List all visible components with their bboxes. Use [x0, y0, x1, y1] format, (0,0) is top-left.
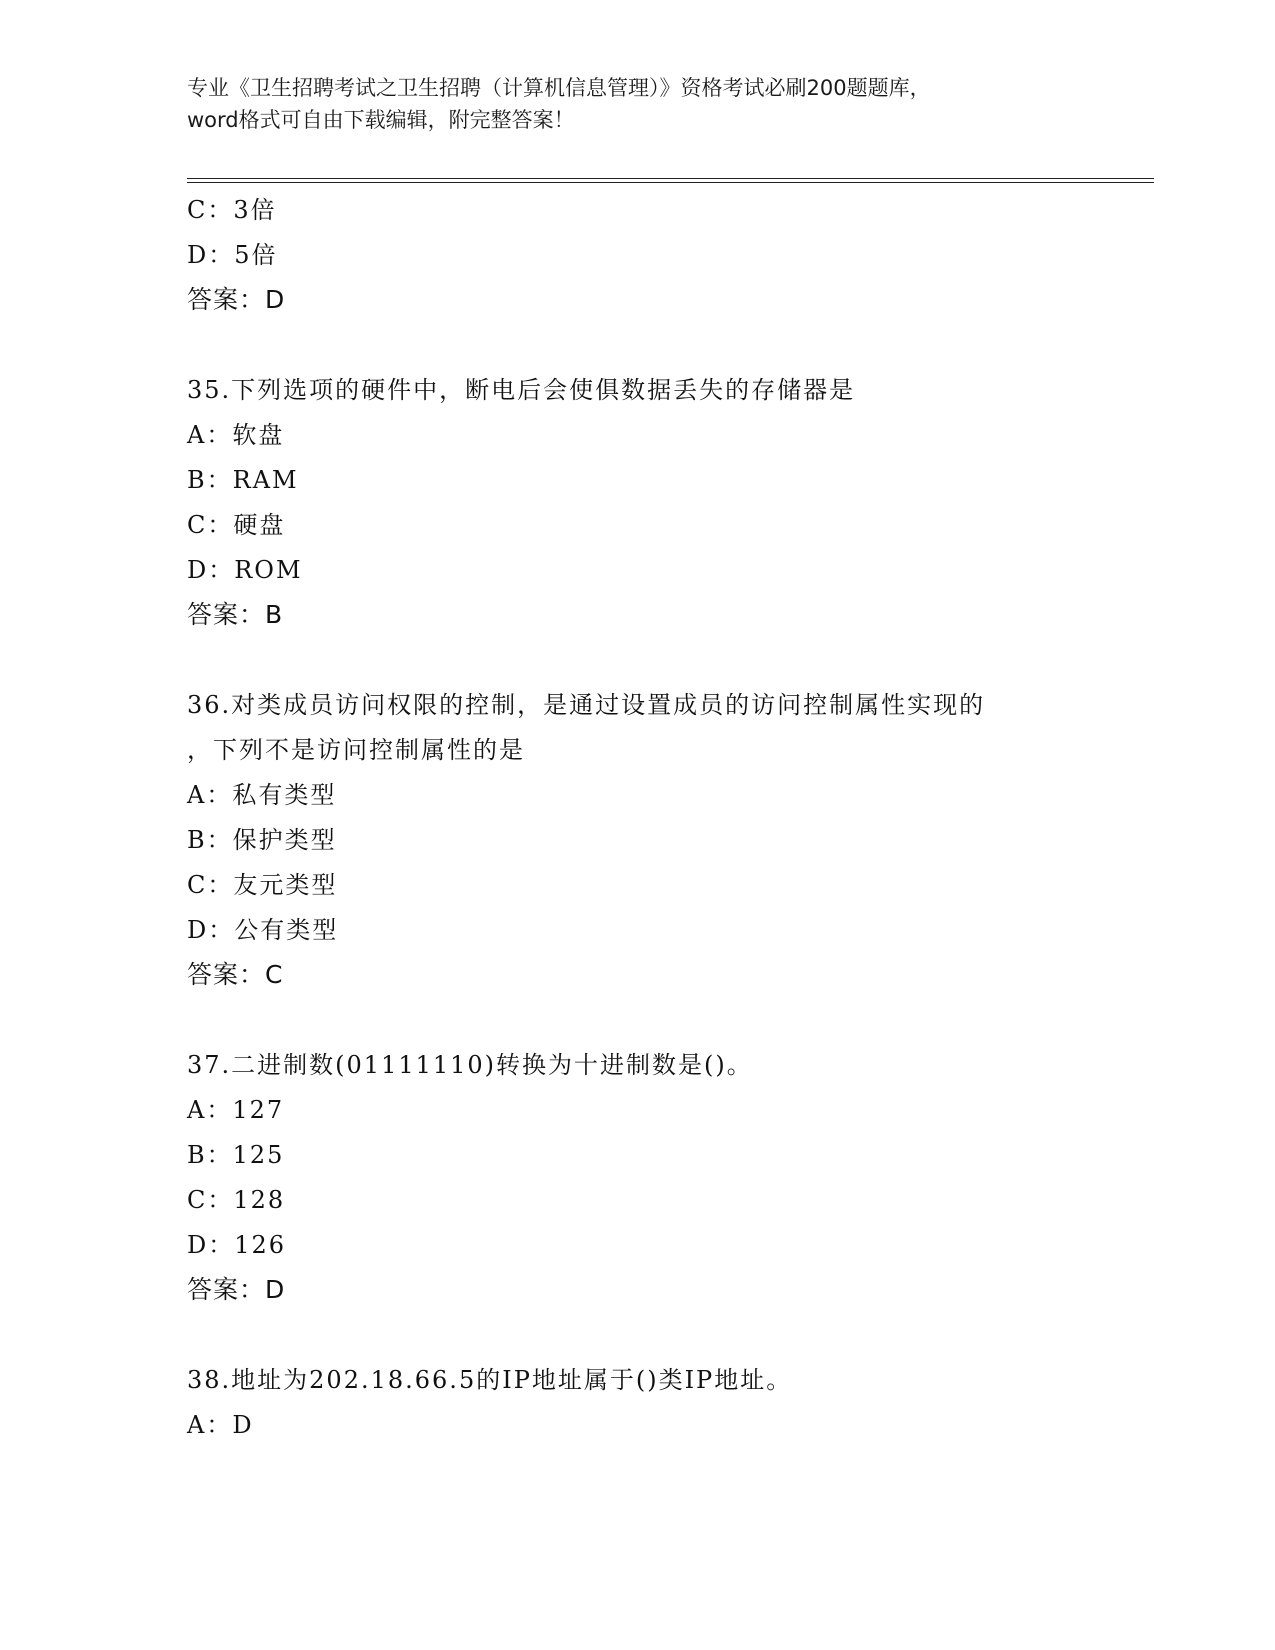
q34-option-c: C：3倍 [187, 196, 277, 224]
q37-answer: 答案：D [187, 1275, 286, 1304]
q36-answer: 答案：C [187, 960, 284, 989]
q37-option-a: A：127 [187, 1096, 285, 1124]
header-divider-top [187, 178, 1154, 179]
q36-question-line2: ，下列不是访问控制属性的是 [187, 736, 525, 764]
q35-option-a: A：软盘 [187, 421, 285, 449]
q36-question-line1: 36.对类成员访问权限的控制，是通过设置成员的访问控制属性实现的 [187, 691, 986, 719]
q37-option-b: B：125 [187, 1141, 285, 1169]
q38-question: 38.地址为202.18.66.5的IP地址属于()类IP地址。 [187, 1366, 793, 1394]
q35-answer: 答案：B [187, 600, 284, 629]
q35-option-d: D：ROM [187, 556, 303, 584]
header-title-line2: word格式可自由下载编辑，附完整答案！ [187, 108, 575, 132]
q36-option-c: C：友元类型 [187, 871, 338, 899]
header-divider-bottom [187, 182, 1154, 183]
q35-question: 35.下列选项的硬件中，断电后会使俱数据丢失的存储器是 [187, 376, 856, 404]
q35-option-c: C：硬盘 [187, 511, 286, 539]
q37-option-d: D：126 [187, 1231, 287, 1259]
q37-option-c: C：128 [187, 1186, 286, 1214]
q34-option-d: D：5倍 [187, 241, 278, 269]
document-header [187, 72, 1087, 136]
q34-answer: 答案：D [187, 285, 286, 314]
header-title-line1: 专业《卫生招聘考试之卫生招聘（计算机信息管理）》资格考试必刷200题题库， [187, 76, 931, 100]
q37-question: 37.二进制数(01111110)转换为十进制数是()。 [187, 1051, 753, 1079]
q35-option-b: B：RAM [187, 466, 299, 494]
q38-option-a: A：D [187, 1411, 254, 1439]
q36-option-a: A：私有类型 [187, 781, 337, 809]
q36-option-b: B：保护类型 [187, 826, 337, 854]
q36-option-d: D：公有类型 [187, 916, 339, 944]
